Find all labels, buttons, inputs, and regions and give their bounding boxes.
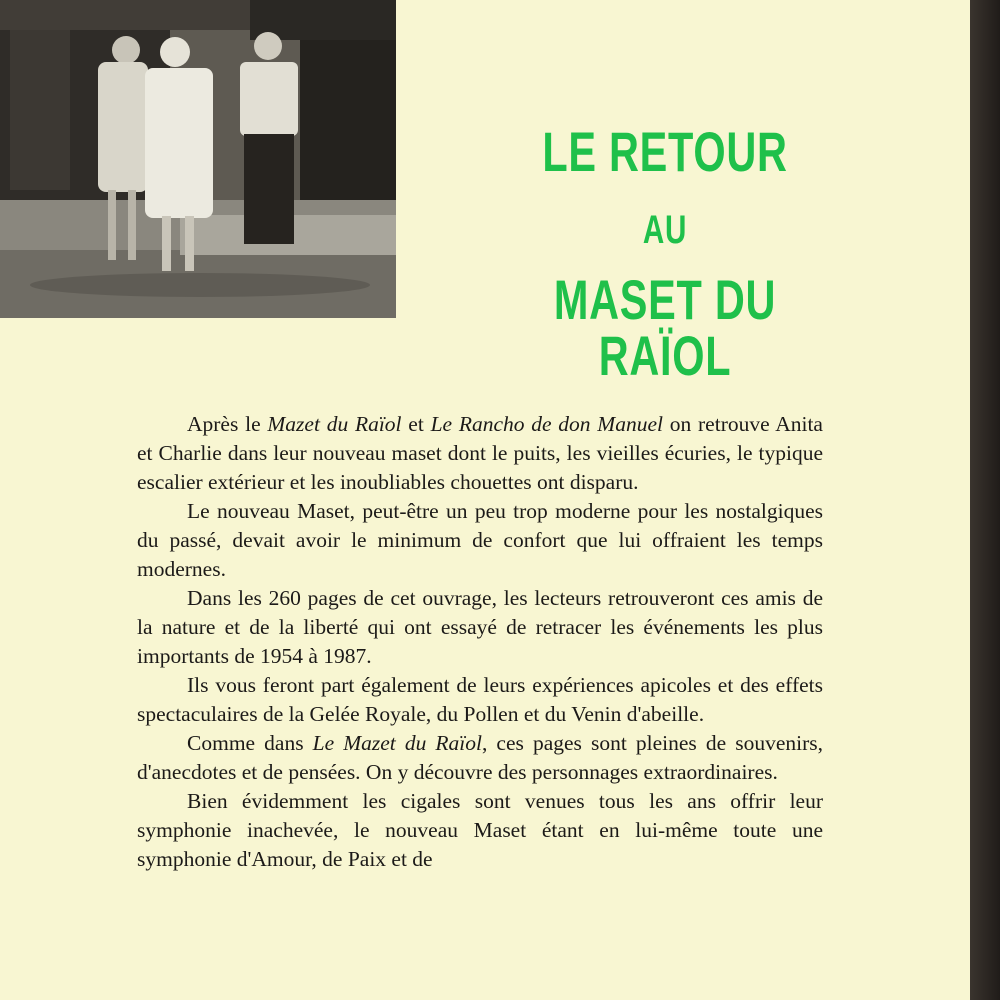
paragraph-3: Dans les 260 pages de cet ouvrage, les lecteurs retrouveront ces amis de la nature et de la liberté qui ont essayé de retracer les événements les plus importants de 1954 à 1987. <box>137 586 823 668</box>
title-line-3: MASET DU RAÏOL <box>553 268 777 387</box>
cover-photo <box>0 0 396 318</box>
photo-of-three-people-icon <box>0 0 396 318</box>
paragraph-2: Le nouveau Maset, peut-être un peu trop moderne pour les nostalgiques du passé, devait avoir le minimum de confort que lui offraient les temps modernes. <box>137 499 823 581</box>
paragraph-5: Comme dans Le Mazet du Raïol, ces pages sont pleines de souvenirs, d'anecdotes et de pensées. On y découvre des personnages extraordinaires. <box>137 731 823 784</box>
page-edge <box>970 0 1000 1000</box>
title-line-2: AU <box>642 208 688 252</box>
paragraph-6: Bien évidemment les cigales sont venues tous les ans offrir leur symphonie inachevée, le nouveau Maset étant en lui-même toute une symphonie d'Amour, de Paix et de <box>137 789 823 871</box>
blurb-text <box>137 410 823 874</box>
title-line-1: LE RETOUR <box>542 120 788 183</box>
paragraph-4: Ils vous feront part également de leurs expériences apicoles et des effets spectaculaires de la Gelée Royale, du Pollen et du Venin d'abeille. <box>137 673 823 726</box>
paragraph-1: Après le Mazet du Raïol et Le Rancho de don Manuel on retrouve Anita et Charlie dans leur nouveau maset dont le puits, les vieilles écuries, le typique escalier extérieur et les inoubliables chouettes ont disparu. <box>137 412 823 494</box>
